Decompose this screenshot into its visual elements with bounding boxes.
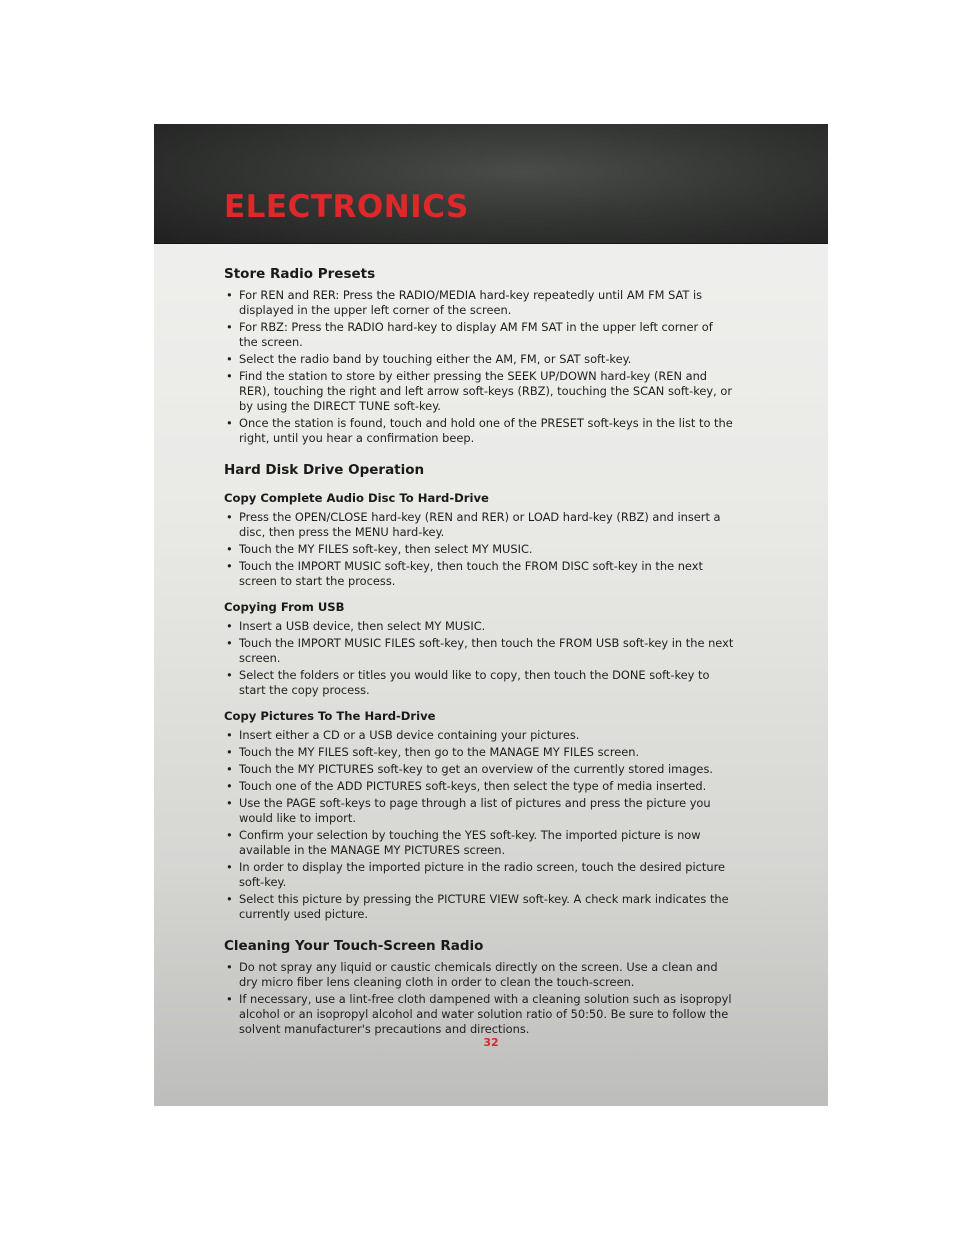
copy-disc-list <box>224 510 734 589</box>
list-item: • Touch the IMPORT MUSIC FILES soft-key, then touch the FROM USB soft-key in the next screen. <box>224 636 734 666</box>
list-item: • In order to display the imported picture in the radio screen, touch the desired picture soft-key. <box>224 860 734 890</box>
list-item: • Do not spray any liquid or caustic chemicals directly on the screen. Use a clean and dry micro fiber lens cleaning cloth in order to clean the touch-screen. <box>224 960 734 990</box>
list-item: • Use the PAGE soft-keys to page through a list of pictures and press the picture you would like to import. <box>224 796 734 826</box>
list-item: • Touch the IMPORT MUSIC soft-key, then touch the FROM DISC soft-key in the next screen to start the process. <box>224 559 734 589</box>
list-item: • Touch one of the ADD PICTURES soft-keys, then select the type of media inserted. <box>224 779 734 794</box>
list-item: • Select the folders or titles you would like to copy, then touch the DONE soft-key to start the copy process. <box>224 668 734 698</box>
section-heading-hard-disk: Hard Disk Drive Operation <box>224 462 425 478</box>
list-item: • Select the radio band by touching either the AM, FM, or SAT soft-key. <box>224 352 734 367</box>
list-item: • Once the station is found, touch and hold one of the PRESET soft-keys in the list to the right, until you hear a confirmation beep. <box>224 416 734 446</box>
list-item: • Insert a USB device, then select MY MUSIC. <box>224 619 734 634</box>
list-item: • Touch the MY PICTURES soft-key to get an overview of the currently stored images. <box>224 762 734 777</box>
store-presets-list <box>224 288 734 446</box>
page-header <box>154 124 828 244</box>
list-item: • Select this picture by pressing the PICTURE VIEW soft-key. A check mark indicates the currently used picture. <box>224 892 734 922</box>
copy-pictures-list <box>224 728 734 922</box>
list-item: • If necessary, use a lint-free cloth dampened with a cleaning solution such as isopropyl alcohol or an isopropyl alcohol and water solution ratio of 50:50. Be sure to follow the solvent manufacturer's precautions and directions. <box>224 992 734 1037</box>
page-number: 32 <box>483 1036 499 1049</box>
list-item: • For REN and RER: Press the RADIO/MEDIA hard-key repeatedly until AM FM SAT is displayed in the upper left corner of the screen. <box>224 288 734 318</box>
copy-usb-list <box>224 619 734 698</box>
subheading-copy-usb: Copying From USB <box>224 600 345 614</box>
list-item: • Touch the MY FILES soft-key, then select MY MUSIC. <box>224 542 734 557</box>
section-heading-store-presets: Store Radio Presets <box>224 266 376 282</box>
subheading-copy-pictures: Copy Pictures To The Hard-Drive <box>224 709 436 723</box>
list-item: • Confirm your selection by touching the YES soft-key. The imported picture is now available in the MANAGE MY PICTURES screen. <box>224 828 734 858</box>
list-item: • Press the OPEN/CLOSE hard-key (REN and RER) or LOAD hard-key (RBZ) and insert a disc, then press the MENU hard-key. <box>224 510 734 540</box>
manual-page <box>154 124 828 1106</box>
page-title: ELECTRONICS <box>224 189 469 225</box>
page-content <box>224 264 734 1039</box>
section-heading-cleaning: Cleaning Your Touch-Screen Radio <box>224 938 484 954</box>
list-item: • Touch the MY FILES soft-key, then go to the MANAGE MY FILES screen. <box>224 745 734 760</box>
list-item: • For RBZ: Press the RADIO hard-key to display AM FM SAT in the upper left corner of the screen. <box>224 320 734 350</box>
cleaning-list <box>224 960 734 1037</box>
subheading-copy-disc: Copy Complete Audio Disc To Hard-Drive <box>224 491 489 505</box>
list-item: • Find the station to store by either pressing the SEEK UP/DOWN hard-key (REN and RER), touching the right and left arrow soft-keys (RBZ), touching the SCAN soft-key, or by using the DIRECT TUNE soft-key. <box>224 369 734 414</box>
list-item: • Insert either a CD or a USB device containing your pictures. <box>224 728 734 743</box>
